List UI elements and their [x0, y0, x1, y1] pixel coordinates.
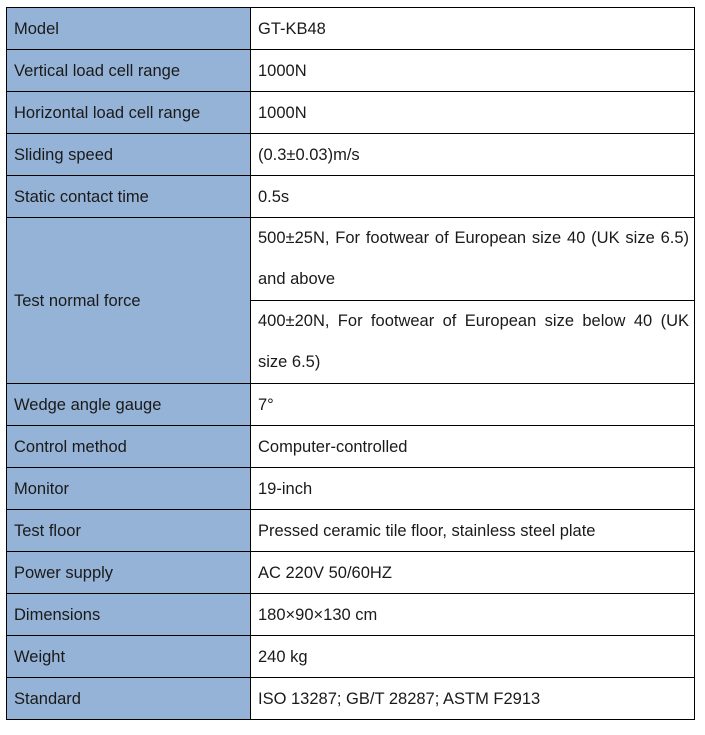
spec-row-sliding-speed: [7, 134, 695, 176]
spec-value: 1000N: [251, 92, 695, 134]
spec-row-monitor: [7, 468, 695, 510]
spec-label: Horizontal load cell range: [7, 92, 251, 134]
spec-label: Power supply: [7, 552, 251, 594]
spec-label: Monitor: [7, 468, 251, 510]
spec-value: 1000N: [251, 50, 695, 92]
spec-value-large-size: 500±25N, For footwear of European size 40 (UK size 6.5) and above: [251, 218, 695, 301]
spec-label: Static contact time: [7, 176, 251, 218]
spec-row-horizontal-load-cell-range: [7, 92, 695, 134]
spec-row-static-contact-time: [7, 176, 695, 218]
spec-row-power-supply: [7, 552, 695, 594]
spec-value: 7°: [251, 384, 695, 426]
spec-value: Computer-controlled: [251, 426, 695, 468]
spec-label: Sliding speed: [7, 134, 251, 176]
spec-label: Control method: [7, 426, 251, 468]
spec-value: Pressed ceramic tile floor, stainless steel plate: [251, 510, 695, 552]
spec-value: GT-KB48: [251, 8, 695, 50]
spec-row-wedge-angle-gauge: [7, 384, 695, 426]
spec-value: (0.3±0.03)m/s: [251, 134, 695, 176]
spec-label: Weight: [7, 636, 251, 678]
spec-label: Standard: [7, 678, 251, 720]
spec-label: Model: [7, 8, 251, 50]
spec-value: 0.5s: [251, 176, 695, 218]
spec-label: Test normal force: [7, 218, 251, 384]
spec-row-dimensions: [7, 594, 695, 636]
spec-row-control-method: [7, 426, 695, 468]
spec-label: Dimensions: [7, 594, 251, 636]
spec-value: 180×90×130 cm: [251, 594, 695, 636]
spec-value-small-size: 400±20N, For footwear of European size below 40 (UK size 6.5): [251, 301, 695, 384]
spec-row-standard: [7, 678, 695, 720]
spec-row-test-normal-force: [7, 218, 695, 301]
spec-value: 240 kg: [251, 636, 695, 678]
specifications-table: [6, 7, 695, 720]
spec-row-vertical-load-cell-range: [7, 50, 695, 92]
spec-row-model: [7, 8, 695, 50]
spec-label: Vertical load cell range: [7, 50, 251, 92]
spec-value: AC 220V 50/60HZ: [251, 552, 695, 594]
spec-value: 19-inch: [251, 468, 695, 510]
spec-label: Wedge angle gauge: [7, 384, 251, 426]
spec-row-weight: [7, 636, 695, 678]
spec-value: ISO 13287; GB/T 28287; ASTM F2913: [251, 678, 695, 720]
spec-row-test-floor: [7, 510, 695, 552]
spec-label: Test floor: [7, 510, 251, 552]
